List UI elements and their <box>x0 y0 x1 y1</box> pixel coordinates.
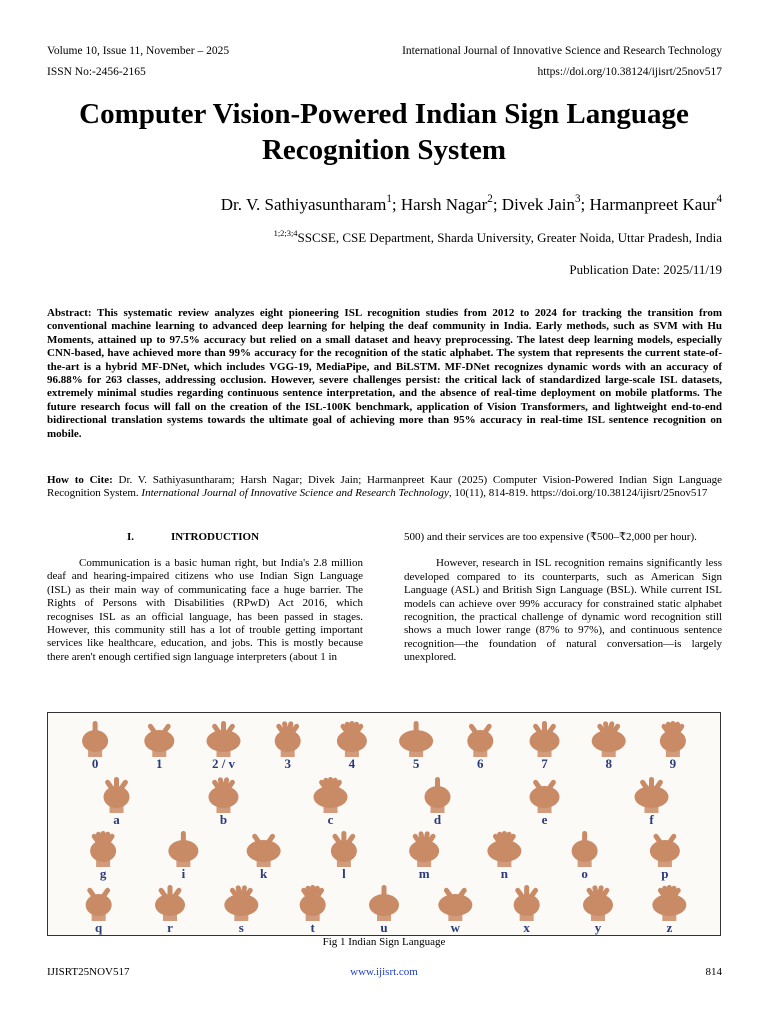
hand-finger <box>93 721 98 739</box>
author-sup: 2 <box>487 193 493 205</box>
header-issn: ISSN No:-2456-2165 <box>47 66 146 78</box>
sign-label: g <box>99 866 107 881</box>
author-name: Dr. V. Sathiyasuntharam <box>220 195 387 214</box>
sign-label: 4 <box>348 756 356 771</box>
intro-paragraph: Communication is a basic human right, but India's 2.8 million deaf and hearing-impaired citizens who use Indian Sign Language (ISL) as their main way of communicating face a huge barrier. The Rights of Persons with Disabilities (RPwD) Act 2016, which recognises ISL as an official language, has been passed in stages. However, this community still has a lot of trouble getting important services like healthcare, education, and jobs. This is mostly because there aren't enough certified sign language interpreters (about 1 in <box>47 557 363 663</box>
sign-hand-1 <box>168 831 198 881</box>
sign-label: q <box>95 920 103 935</box>
sign-hand-1 <box>209 777 239 827</box>
sign-hand-4 <box>337 721 367 771</box>
affiliation <box>274 230 722 246</box>
sign-hand-5 <box>438 887 472 935</box>
abstract-label: Abstract: <box>47 307 92 319</box>
header-journal: International Journal of Innovative Science and Research Technology <box>402 45 722 57</box>
sign-hand-0 <box>82 721 108 771</box>
sign-label: n <box>500 866 508 881</box>
sign-hand-5 <box>635 777 669 827</box>
sign-hand-3 <box>425 777 451 827</box>
sign-label: u <box>380 920 388 935</box>
sign-label: o <box>581 866 588 881</box>
sign-hand-6 <box>514 885 540 935</box>
sign-label: 1 <box>156 756 163 771</box>
sign-label: i <box>181 866 186 881</box>
footer-page-number: 814 <box>705 966 722 978</box>
hand-finger <box>414 721 419 739</box>
author-name: Harmanpreet Kaur <box>589 195 717 214</box>
abstract <box>47 307 722 441</box>
sign-label: c <box>327 812 334 827</box>
section-title: INTRODUCTION <box>171 531 260 543</box>
continued-paragraph: 500) and their services are too expensive (₹500–₹2,000 per hour). <box>404 531 697 543</box>
sign-hand-3 <box>300 885 326 935</box>
header-doi[interactable]: https://doi.org/10.38124/ijisrt/25nov517 <box>537 66 722 78</box>
sign-hand-3 <box>331 831 357 881</box>
sign-label: 9 <box>669 756 677 771</box>
sign-label: d <box>433 812 442 827</box>
sign-hand-0 <box>90 831 116 881</box>
sign-label: e <box>541 812 548 827</box>
sign-hand-7 <box>530 721 560 771</box>
citation-journal: International Journal of Innovative Science and Research Technology <box>141 487 449 500</box>
hand-finger <box>582 831 587 849</box>
sign-hand-4 <box>530 779 560 827</box>
sign-hand-1 <box>144 723 174 771</box>
sign-hand-6 <box>572 831 598 881</box>
abstract-text: This systematic review analyzes eight pioneering ISL recognition studies from 2012 to 2024 for tracking the transition from conventional machine learning to advanced deep learning for helping the deaf community in India. Early methods, such as SVM with Hu Moments, attained up to 97.5% accuracy but relied on a small dataset and heavy preprocessing. The latest deep learning models, especially CNN-based, have achieved more than 99% accuracy for the recognition of the static alphabet. The system that represents the current state-of-the-art is a hybrid MF-DNet, which includes VGG-19, MediaPipe, and BiLSTM. MF-DNet recognizes dynamic words with an accuracy of 96.88% for 263 classes, addressing occlusion. However, severe challenges persist: the critical lack of standardized large-scale ISL datasets, extremely minimal studies regarding continuous sentence interpretation, and the absence of real-time deployment on mobile platforms. The future research focus will fall on the creation of the ISL-100K benchmark, application of Vision Transformers, and lightweight end-to-end bidirectional translation systems towards the ultimate goal of achieving more than 95% accuracy in real-time ISL sentence recognition on mobile. <box>47 307 722 440</box>
sign-label: r <box>167 920 173 935</box>
sign-label: t <box>310 920 315 935</box>
sign-label: y <box>594 920 602 935</box>
sign-label: p <box>661 866 669 881</box>
header-volume: Volume 10, Issue 11, November – 2025 <box>47 45 230 57</box>
author-sup: 1 <box>386 193 392 205</box>
sign-label: 5 <box>412 756 420 771</box>
sign-hand-6 <box>467 723 493 771</box>
sign-label: z <box>666 920 673 935</box>
citation-before: Dr. V. Sathiyasuntharam; Harsh Nagar; Divek Jain; Harmanpreet Kaur (2025) Computer Vision-Powered Indian Sign Language Recognition System. <box>47 474 722 500</box>
hand-finger <box>382 885 387 903</box>
sign-label: 7 <box>541 756 548 771</box>
sign-hand-8 <box>592 721 626 771</box>
sign-label: s <box>238 920 244 935</box>
affiliation-text: SSCSE, CSE Department, Sharda University, Greater Noida, Uttar Pradesh, India <box>297 230 722 245</box>
footer-id: IJISRT25NOV517 <box>47 966 130 978</box>
sign-label: b <box>219 812 228 827</box>
author-sup: 4 <box>716 193 722 205</box>
sign-label: w <box>450 920 461 935</box>
sign-hand-2 <box>247 833 281 881</box>
sign-hand-2 <box>207 721 241 771</box>
publication-date: Publication Date: 2025/11/19 <box>569 262 722 277</box>
sign-hand-8 <box>652 885 686 935</box>
figure-caption: Fig 1 Indian Sign Language <box>322 936 446 948</box>
sign-hand-4 <box>369 885 399 935</box>
sign-label: 8 <box>605 756 612 771</box>
sign-label: 6 <box>477 756 484 771</box>
sign-hand-0 <box>86 887 112 935</box>
sign-chart <box>48 713 720 935</box>
sign-label: a <box>113 812 120 827</box>
sign-hand-3 <box>275 721 301 771</box>
paper-title: Computer Vision-Powered Indian Sign Language Recognition System <box>79 98 689 166</box>
sign-hand-5 <box>487 831 521 881</box>
sign-hand-5 <box>399 721 433 771</box>
sign-hand-9 <box>660 721 686 771</box>
sign-hand-4 <box>409 831 439 881</box>
author-sup: 3 <box>574 193 581 205</box>
left-column <box>47 557 363 664</box>
sign-label: l <box>342 866 346 881</box>
sign-hand-2 <box>224 885 258 935</box>
footer-website-wrap <box>0 966 768 978</box>
sign-hand-2 <box>314 777 348 827</box>
author-list: Dr. V. Sathiyasuntharam$^1$; Harsh Nagar$^2$; Divek Jain$^3$; Harmanpreet Kaur$^4$ <box>220 193 722 214</box>
citation <box>47 474 722 501</box>
sign-label: k <box>260 866 268 881</box>
sign-label: 2 / v <box>211 756 236 771</box>
author-name: Harsh Nagar <box>400 195 488 214</box>
hand-finger <box>435 777 440 795</box>
sign-hand-1 <box>155 885 185 935</box>
sign-hand-0 <box>104 777 130 827</box>
research-paragraph: However, research in ISL recognition remains significantly less developed compared to its counterparts, such as American Sign Language (ASL) and British Sign Language (BSL). While current ISL models can achieve over 99% accuracy for constrained static alphabet recognition, the practical challenge of dynamic word recognition still shows a much lower range (87% to 97%), and continuous sentence recognition—the foundation of natural conversation—is largely unexplored. <box>404 557 722 664</box>
citation-after: , 10(11), 814-819. https://doi.org/10.38124/ijisrt/25nov517 <box>448 487 708 500</box>
sign-label: m <box>418 866 430 881</box>
right-column <box>404 531 722 665</box>
sign-label: f <box>649 812 654 827</box>
author-name: Divek Jain <box>501 195 575 214</box>
affiliation-sup: 1;2;3;4 <box>273 228 298 238</box>
sign-hand-7 <box>650 833 680 881</box>
sign-label: x <box>523 920 530 935</box>
sign-language-figure <box>47 712 721 936</box>
citation-label: How to Cite: <box>47 474 113 486</box>
sign-label: 3 <box>284 756 291 771</box>
hand-finger <box>181 831 186 849</box>
sign-hand-7 <box>583 885 613 935</box>
footer-website-link[interactable]: www.ijisrt.com <box>350 966 418 978</box>
section-number: I. <box>127 531 135 543</box>
sign-label: 0 <box>91 756 99 771</box>
